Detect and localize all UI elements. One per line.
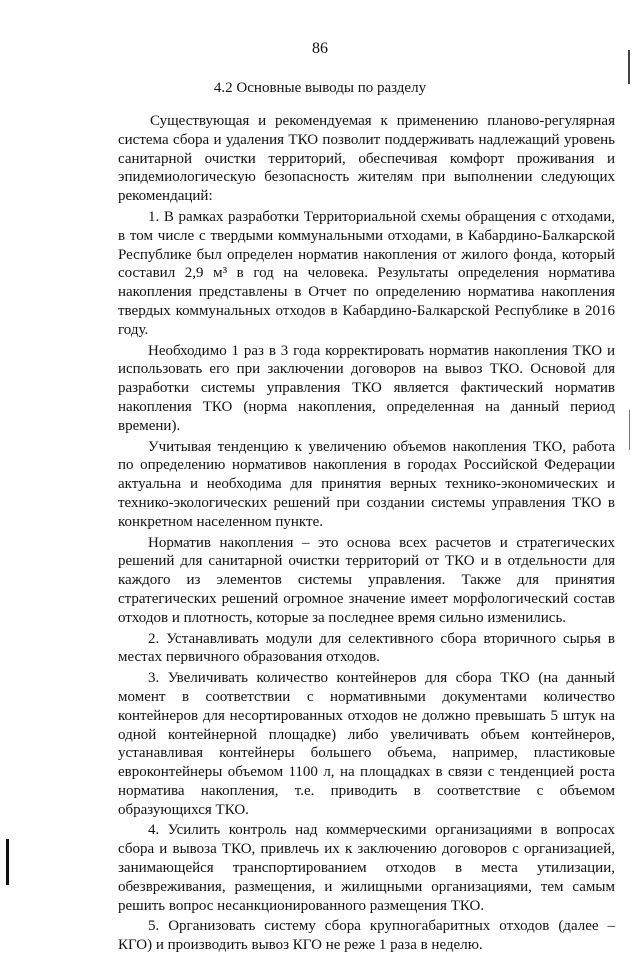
norm-definition-paragraph: Норматив накопления – это основа всех расчетов и стратегических решений для санитарной очистки территорий от ТКО и в отдельности для каждого из элементов системы управления. Также для принятия стратегических решений огромное значение имеет морфологический состав отходов и плотность, которые за последнее время сильно изменились. <box>118 534 615 626</box>
scan-edge-mark <box>628 50 630 84</box>
norm-correction-paragraph: Необходимо 1 раз в 3 года корректировать норматив накопления ТКО и использовать его при заключении договоров на вывоз ТКО. Основой для разработки системы управления ТКО является фактический норматив накопления ТКО (норма накопления, определенная на данный период времени). <box>118 342 615 434</box>
trend-paragraph: Учитывая тенденцию к увеличению объемов накопления ТКО, работа по определению нормативов накопления в городах Российской Федерации актуальна и необходима для принятия верных технико-экономических и технико-экологических решений при создании системы управления ТКО в конкретном населенном пункте. <box>118 438 615 530</box>
recommendation-4-paragraph: 4. Усилить контроль над коммерческими организациями в вопросах сбора и вывоза ТКО, привлечь их к заключению договоров с организацией, занимающейся транспортированием отходов в места утилизации, обезвреживания, размещения, и жилищными организациями, тем самым решить вопрос несанкционированного размещения ТКО. <box>118 822 615 914</box>
scan-edge-mark <box>6 839 9 885</box>
section-title: 4.2 Основные выводы по разделу <box>213 80 427 96</box>
recommendation-5-paragraph: 5. Организовать систему сбора крупногабаритных отходов (далее – КГО) и производить вывоз КГО не реже 1 раза в неделю. <box>118 918 615 954</box>
recommendation-2-paragraph: 2. Устанавливать модули для селективного сбора вторичного сырья в местах первичного образования отходов. <box>118 630 615 666</box>
intro-paragraph: Существующая и рекомендуемая к применению планово-регулярная система сбора и удаления ТКО позволит поддерживать надлежащий уровень санитарной очистки территорий, обеспечивая комфорт проживания и эпидемиологическую безопасность жителям при выполнении следующих рекомендаций: <box>118 113 615 205</box>
document-body <box>118 112 615 955</box>
recommendation-1-paragraph: 1. В рамках разработки Территориальной схемы обращения с отходами, в том числе с твердыми коммунальными отходами, в Кабардино-Балкарской Республике был определен норматив накопления от жилого фонда, который составил 2,9 м³ в год на человека. Результаты определения норматива накопления представлены в Отчет по определению норматива накопления твердых коммунальных отходов в Кабардино-Балкарской Республике в 2016 году. <box>118 208 615 338</box>
recommendation-3-paragraph: 3. Увеличивать количество контейнеров для сбора ТКО (на данный момент в соответствии с нормативными документами количество контейнеров для несортированных отходов не должно превышать 5 штук на одной контейнерной площадке) либо увеличивать объем контейнеров, устанавливая контейнеры большего объема, например, пластиковые евроконтейнеры объемом 1100 л, на площадках в связи с тенденцией роста норматива накопления, т.е. приводить в соответствие с объемом образующихся ТКО. <box>118 670 615 818</box>
page-number: 86 <box>312 40 328 57</box>
scan-edge-mark <box>629 410 630 450</box>
